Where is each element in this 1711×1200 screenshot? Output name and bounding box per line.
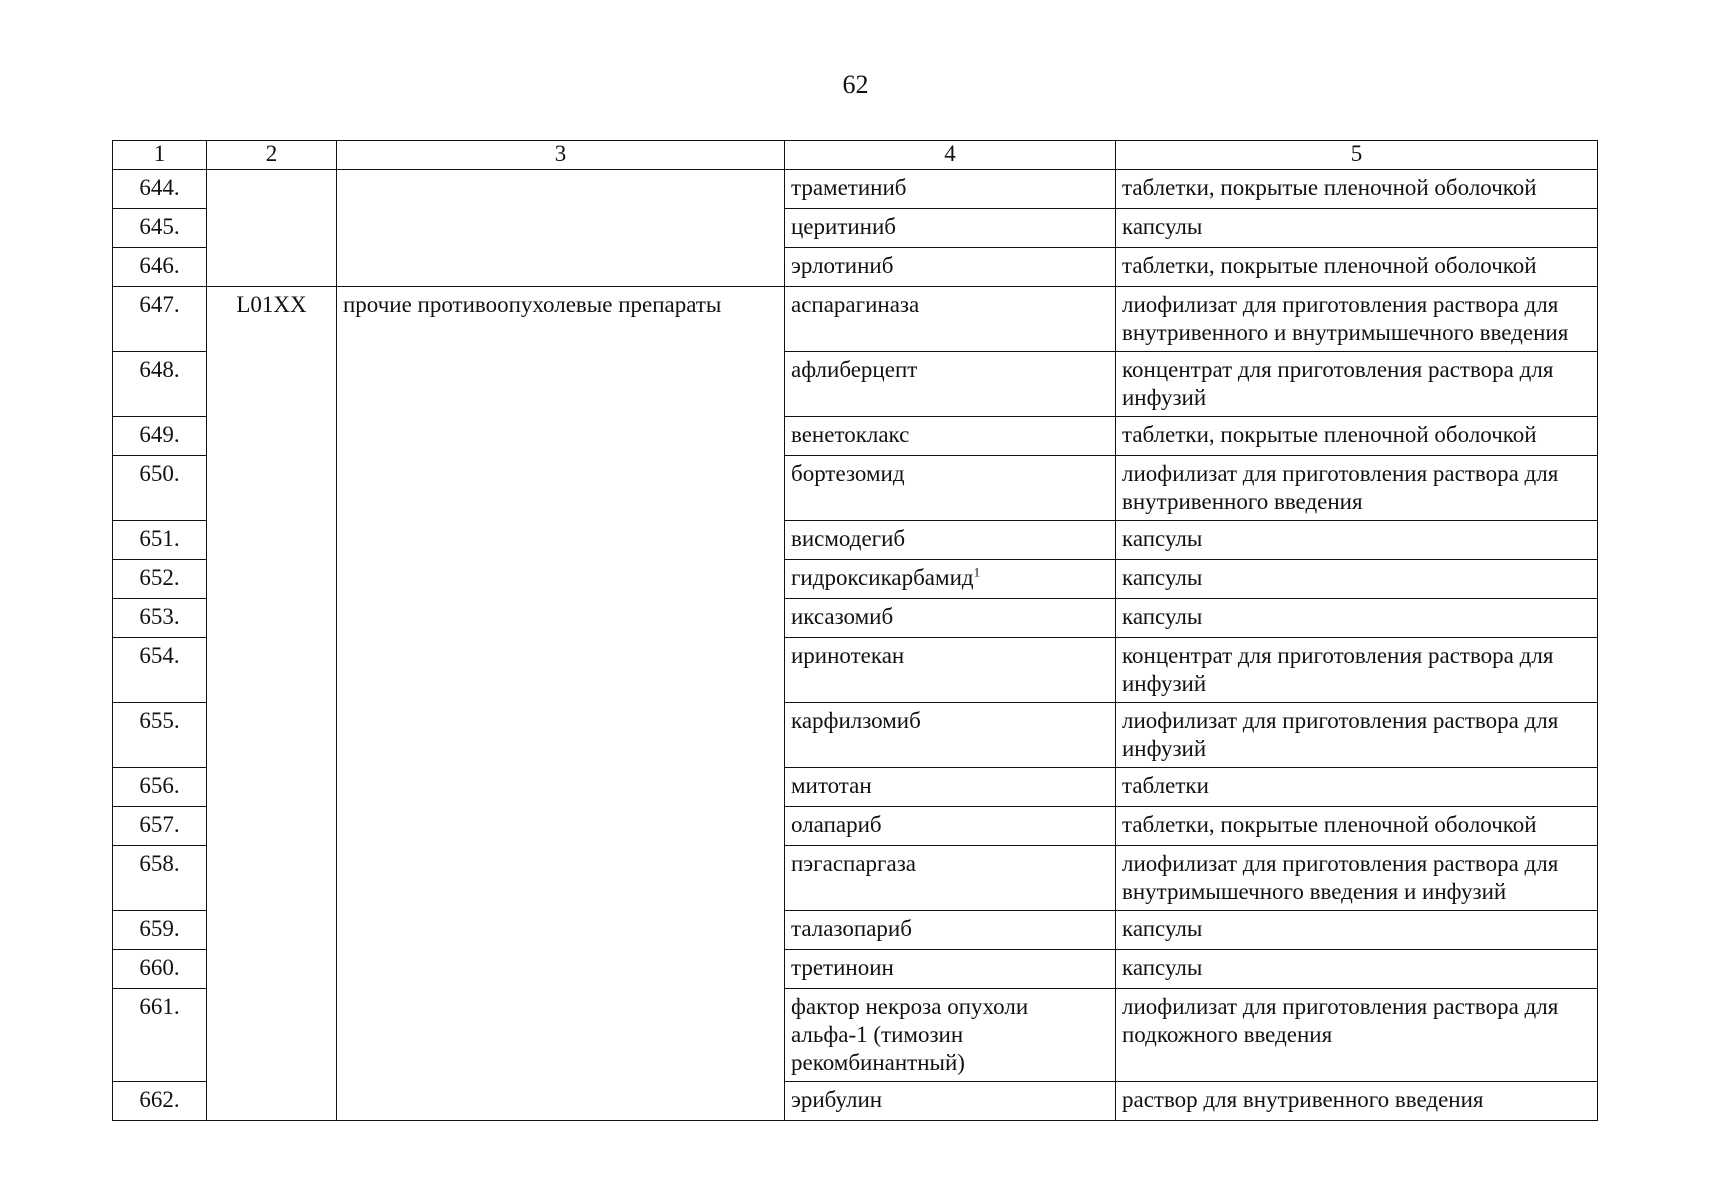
drug-name-cell bbox=[785, 560, 1116, 599]
dosage-form: раствор для внутривенного введения bbox=[1116, 1082, 1598, 1121]
row-number: 648. bbox=[113, 352, 207, 417]
row-number: 652. bbox=[113, 560, 207, 599]
dosage-form: капсулы bbox=[1116, 599, 1598, 638]
dosage-form: таблетки, покрытые пленочной оболочкой bbox=[1116, 807, 1598, 846]
footnote-marker: 1 bbox=[973, 564, 981, 580]
dosage-form: лиофилизат для приготовления раствора для внутривенного введения bbox=[1116, 456, 1598, 521]
table-header-row bbox=[113, 141, 1598, 170]
prev-group-code-cell bbox=[207, 170, 337, 287]
table-row bbox=[113, 170, 1598, 209]
drug-name: пэгаспаргаза bbox=[785, 846, 1116, 911]
dosage-form: капсулы bbox=[1116, 950, 1598, 989]
dosage-form: капсулы bbox=[1116, 209, 1598, 248]
row-number: 649. bbox=[113, 417, 207, 456]
header-col-4: 4 bbox=[785, 141, 1116, 170]
dosage-form: таблетки bbox=[1116, 768, 1598, 807]
drug-name: карфилзомиб bbox=[785, 703, 1116, 768]
header-col-5: 5 bbox=[1116, 141, 1598, 170]
drug-name: иксазомиб bbox=[785, 599, 1116, 638]
drug-name: траметиниб bbox=[785, 170, 1116, 209]
dosage-form: лиофилизат для приготовления раствора для внутривенного и внутримышечного введения bbox=[1116, 287, 1598, 352]
drug-name: олапариб bbox=[785, 807, 1116, 846]
atc-code: L01XX bbox=[207, 287, 337, 1121]
dosage-form: таблетки, покрытые пленочной оболочкой bbox=[1116, 248, 1598, 287]
row-number: 646. bbox=[113, 248, 207, 287]
row-number: 659. bbox=[113, 911, 207, 950]
dosage-form: таблетки, покрытые пленочной оболочкой bbox=[1116, 417, 1598, 456]
drug-name: третиноин bbox=[785, 950, 1116, 989]
row-number: 651. bbox=[113, 521, 207, 560]
table-row bbox=[113, 287, 1598, 352]
dosage-form: капсулы bbox=[1116, 911, 1598, 950]
drug-name: аспарагиназа bbox=[785, 287, 1116, 352]
row-number: 653. bbox=[113, 599, 207, 638]
drug-name: эрибулин bbox=[785, 1082, 1116, 1121]
row-number: 657. bbox=[113, 807, 207, 846]
drug-name: гидроксикарбамид bbox=[791, 565, 974, 590]
row-number: 645. bbox=[113, 209, 207, 248]
drug-name: талазопариб bbox=[785, 911, 1116, 950]
drug-name: афлиберцепт bbox=[785, 352, 1116, 417]
dosage-form: лиофилизат для приготовления раствора для подкожного введения bbox=[1116, 989, 1598, 1082]
drug-name: бортезомид bbox=[785, 456, 1116, 521]
drug-name: церитиниб bbox=[785, 209, 1116, 248]
atc-group-name: прочие противоопухолевые препараты bbox=[337, 287, 785, 1121]
row-number: 644. bbox=[113, 170, 207, 209]
row-number: 661. bbox=[113, 989, 207, 1082]
row-number: 658. bbox=[113, 846, 207, 911]
dosage-form: таблетки, покрытые пленочной оболочкой bbox=[1116, 170, 1598, 209]
row-number: 647. bbox=[113, 287, 207, 352]
dosage-form: лиофилизат для приготовления раствора для внутримышечного введения и инфузий bbox=[1116, 846, 1598, 911]
page-number: 62 bbox=[842, 70, 869, 99]
dosage-form: концентрат для приготовления раствора для инфузий bbox=[1116, 638, 1598, 703]
drug-name: висмодегиб bbox=[785, 521, 1116, 560]
dosage-form: концентрат для приготовления раствора для инфузий bbox=[1116, 352, 1598, 417]
drug-name: эрлотиниб bbox=[785, 248, 1116, 287]
dosage-form: лиофилизат для приготовления раствора для инфузий bbox=[1116, 703, 1598, 768]
drug-name: митотан bbox=[785, 768, 1116, 807]
header-col-1: 1 bbox=[113, 141, 207, 170]
row-number: 656. bbox=[113, 768, 207, 807]
drug-table bbox=[112, 140, 1598, 1121]
prev-group-name-cell bbox=[337, 170, 785, 287]
dosage-form: капсулы bbox=[1116, 521, 1598, 560]
row-number: 655. bbox=[113, 703, 207, 768]
header-col-2: 2 bbox=[207, 141, 337, 170]
drug-name: иринотекан bbox=[785, 638, 1116, 703]
row-number: 662. bbox=[113, 1082, 207, 1121]
header-col-3: 3 bbox=[337, 141, 785, 170]
row-number: 660. bbox=[113, 950, 207, 989]
row-number: 650. bbox=[113, 456, 207, 521]
drug-name: фактор некроза опухоли альфа-1 (тимозин рекомбинантный) bbox=[785, 989, 1116, 1082]
dosage-form: капсулы bbox=[1116, 560, 1598, 599]
row-number: 654. bbox=[113, 638, 207, 703]
drug-name: венетоклакс bbox=[785, 417, 1116, 456]
